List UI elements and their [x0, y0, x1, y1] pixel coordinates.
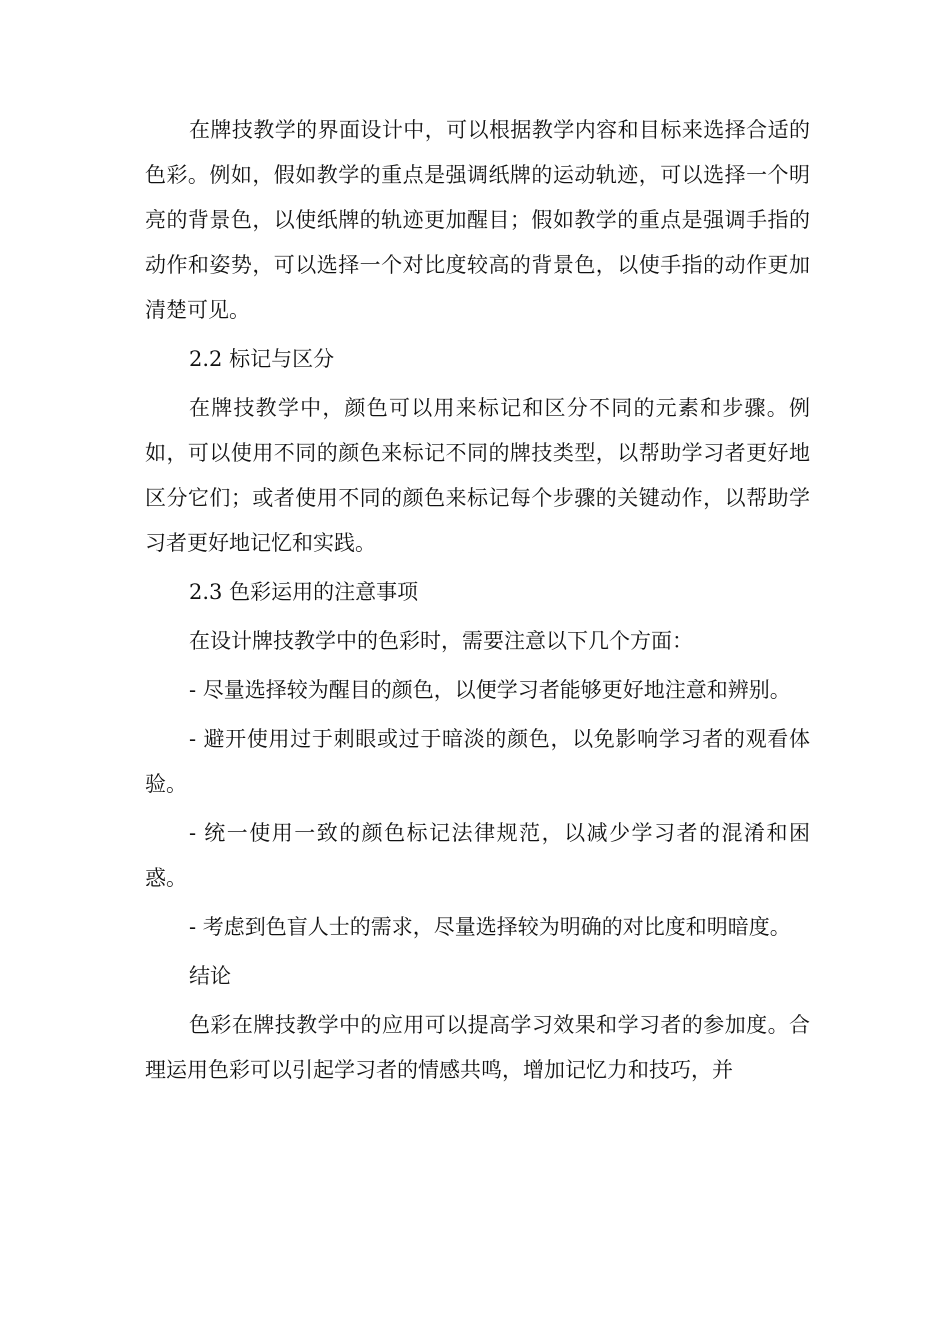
section-heading-conclusion: 结论 [189, 964, 231, 988]
section-heading-notes: 2.3 色彩运用的注意事项 [189, 580, 419, 604]
paragraph-marking: 在牌技教学中，颜色可以用来标记和区分不同的元素和步骤。例如，可以使用不同的颜色来标记不同的牌技类型，以帮助学习者更好地区分它们；或者使用不同的颜色来标记每个步骤的关键动作，以帮助学习者更好地记忆和实践。 [145, 396, 810, 555]
paragraph-notes-intro: 在设计牌技教学中的色彩时，需要注意以下几个方面： [189, 629, 693, 653]
list-item-consistency: - 统一使用一致的颜色标记法律规范，以减少学习者的混淆和困惑。 [145, 821, 810, 890]
paragraph-color-selection: 在牌技教学的界面设计中，可以根据教学内容和目标来选择合适的色彩。例如，假如教学的重点是强调纸牌的运动轨迹，可以选择一个明亮的背景色，以使纸牌的轨迹更加醒目；假如教学的重点是强调手指的动作和姿势，可以选择一个对比度较高的背景色，以使手指的动作更加清楚可见。 [145, 118, 810, 322]
list-item-avoid-harsh: - 避开使用过于刺眼或过于暗淡的颜色，以免影响学习者的观看体验。 [145, 727, 810, 796]
document-body [145, 108, 810, 1097]
section-heading-marking: 2.2 标记与区分 [189, 347, 335, 371]
list-item-eye-catching: - 尽量选择较为醒目的颜色，以便学习者能够更好地注意和辨别。 [189, 678, 791, 702]
paragraph-conclusion: 色彩在牌技教学中的应用可以提高学习效果和学习者的参加度。合理运用色彩可以引起学习者的情感共鸣，增加记忆力和技巧，并 [145, 1013, 810, 1082]
list-item-color-blind: - 考虑到色盲人士的需求，尽量选择较为明确的对比度和明暗度。 [189, 915, 791, 939]
